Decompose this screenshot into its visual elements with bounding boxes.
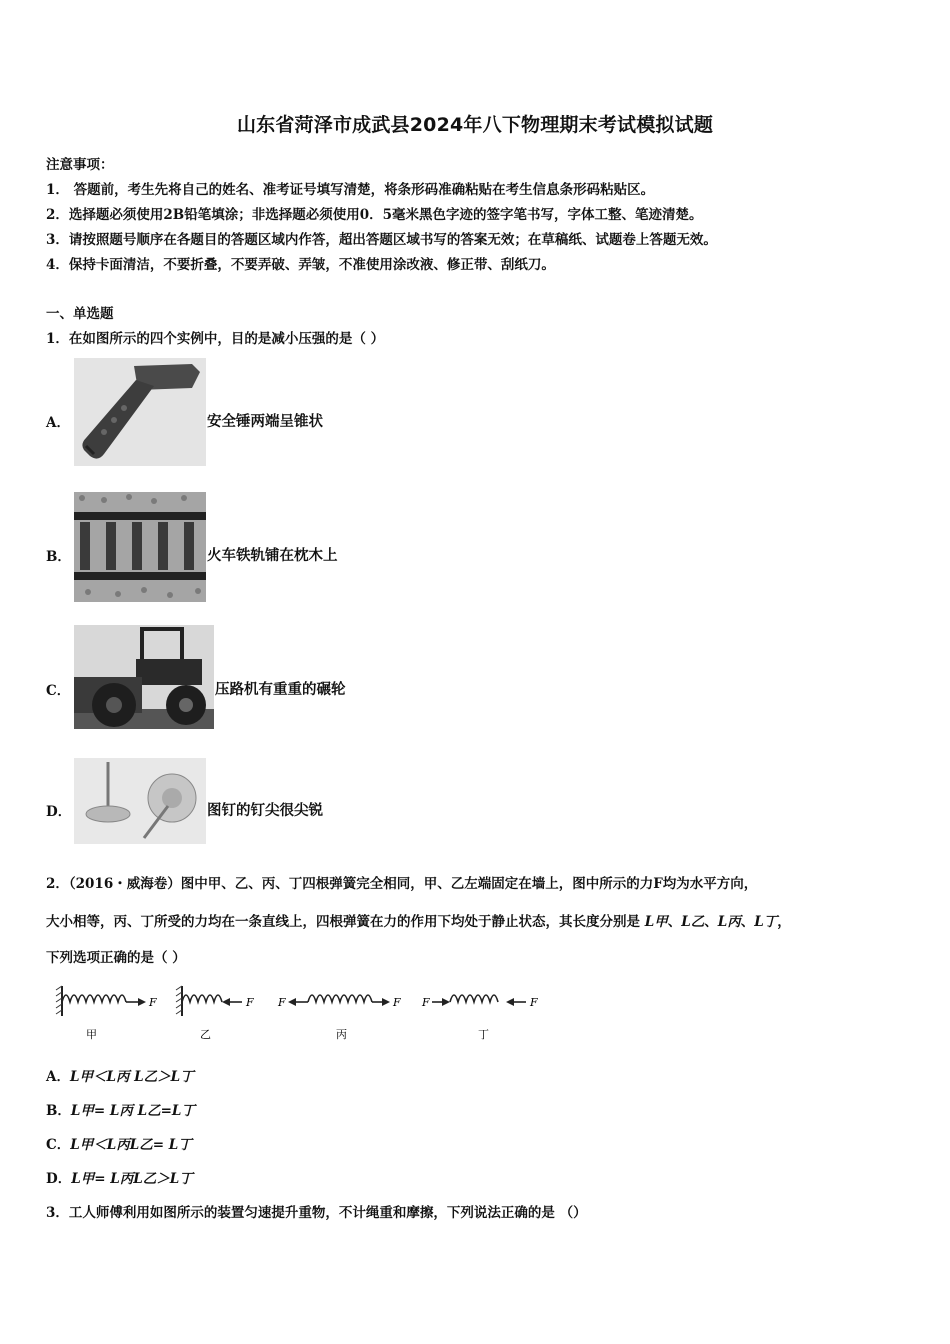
spring-label-ding: 丁	[478, 1028, 489, 1041]
notice-item-2: 2．选择题必须使用2B铅笔填涂；非选择题必须使用0．5毫米黑色字迹的签字笔书写，字体工整、笔迹清楚。	[46, 207, 703, 223]
page-title: 山东省菏泽市成武县2024年八下物理期末考试模拟试题	[236, 114, 714, 136]
q2-length-bing: L丙	[717, 914, 741, 930]
notice-item-3: 3．请按照题号顺序在各题目的答题区域内作答，超出答题区域书写的答案无效；在草稿纸、试题卷上答题无效。	[46, 232, 717, 248]
q3-stem: 3．工人师傅利用如图所示的装置匀速提升重物，不计绳重和摩擦，下列说法正确的是 （）	[46, 1205, 587, 1221]
q2-option-d-letter: D．	[46, 1171, 72, 1187]
q1-option-d-letter: D．	[46, 804, 72, 820]
force-label-jia: F	[149, 996, 157, 1009]
q1-option-a-text: 安全锤两端呈锥状	[207, 413, 323, 430]
q2-stem-line-2-text: 大小相等，丙、丁所受的力均在一条直线上，四根弹簧在力的作用下均处于静止状态，其长度分别是	[46, 914, 640, 930]
q2-stem-line-2: 大小相等，丙、丁所受的力均在一条直线上，四根弹簧在力的作用下均处于静止状态，其长度分别是 L甲、L乙、L丙、L丁，	[46, 914, 791, 930]
q1-option-c-text: 压路机有重重的碾轮	[215, 681, 346, 698]
q1-option-b-text: 火车铁轨铺在枕木上	[207, 547, 338, 564]
q2-option-a-letter: A．	[46, 1069, 70, 1085]
q2-option-c	[46, 1133, 192, 1153]
force-label-yi: F	[246, 996, 254, 1009]
railway-track-image	[74, 492, 206, 602]
q1-option-b-letter: B．	[46, 549, 71, 565]
q2-option-b	[46, 1099, 195, 1119]
q2-option-b-letter: B．	[46, 1103, 71, 1119]
safety-hammer-image	[74, 358, 206, 466]
road-roller-image	[74, 625, 214, 729]
q1-option-c-letter: C．	[46, 683, 71, 699]
q1-stem: 1．在如图所示的四个实例中，目的是减小压强的是（ ）	[46, 331, 385, 347]
force-label-bing-left: F	[278, 996, 286, 1009]
force-label-ding-left: F	[422, 996, 430, 1009]
q1-option-d-text: 图钉的钉尖很尖锐	[207, 802, 323, 819]
q2-length-jia: L甲	[644, 914, 668, 930]
spring-label-jia: 甲	[86, 1028, 97, 1041]
q2-length-yi: L乙	[681, 914, 705, 930]
notice-item-1: 1． 答题前，考生先将自己的姓名、准考证号填写清楚，将条形码准确粘贴在考生信息条形码粘贴区。	[46, 182, 655, 198]
force-label-ding-right: F	[530, 996, 538, 1009]
notice-heading: 注意事项：	[46, 157, 114, 173]
q2-option-c-letter: C．	[46, 1137, 71, 1153]
q2-option-a-text: L甲＜L丙 L乙＞L丁	[69, 1069, 194, 1085]
q2-option-a	[46, 1065, 194, 1085]
q1-option-a-letter: A．	[46, 415, 70, 431]
section-heading: 一、单选题	[46, 306, 114, 322]
spring-label-bing: 丙	[336, 1028, 347, 1041]
spring-bing	[277, 995, 401, 1041]
spring-label-yi: 乙	[200, 1028, 211, 1041]
q2-option-c-text: L甲＜L丙L乙= L丁	[70, 1137, 192, 1153]
q2-option-b-text: L甲= L丙 L乙=L丁	[70, 1103, 195, 1119]
spring-ding	[421, 995, 538, 1041]
spring-yi	[176, 986, 254, 1041]
q2-option-d-text: L甲= L丙L乙＞L丁	[71, 1171, 193, 1187]
q2-option-d	[46, 1167, 193, 1187]
springs-figure	[50, 980, 550, 1044]
spring-jia	[56, 986, 157, 1041]
thumbtack-image	[74, 758, 206, 844]
force-label-bing-right: F	[393, 996, 401, 1009]
q2-stem-line-1: 2．（2016・威海卷）图中甲、乙、丙、丁四根弹簧完全相同，甲、乙左端固定在墙上，图中所示的力F均为水平方向，	[46, 876, 758, 892]
notice-item-4: 4．保持卡面清洁，不要折叠，不要弄破、弄皱，不准使用涂改液、修正带、刮纸刀。	[46, 257, 555, 273]
q2-stem-line-3: 下列选项正确的是（ ）	[46, 950, 186, 966]
q2-length-ding: L丁	[754, 914, 778, 930]
